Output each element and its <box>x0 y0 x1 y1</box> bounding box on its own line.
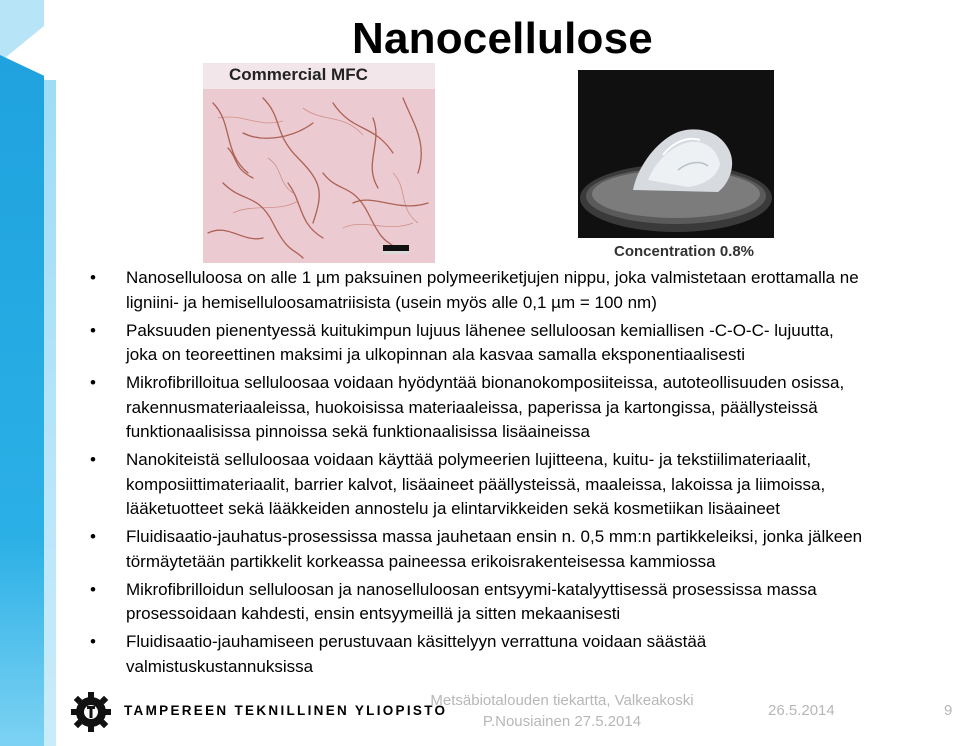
accent-corner-shape <box>0 0 44 62</box>
bullet-marker: • <box>90 373 96 392</box>
tut-gear-logo-icon <box>66 690 116 734</box>
footer-event-line: Metsäbiotalouden tiekartta, Valkeakoski <box>430 692 694 709</box>
list-item <box>90 525 960 574</box>
list-item <box>90 266 960 315</box>
bullet-marker: • <box>90 268 96 287</box>
bullet-text: Mikrofibrilloitua selluloosaa voidaan hyödyntää bionanokomposiiteissa, autoteollisuuden osissa, rakennusmateriaaleissa, huokoisissa materiaaleissa, paperissa ja kartongissa, päällysteissä funktionaalisissa pinnoissa sekä funktionaalisissa lisäaineissa <box>126 373 845 441</box>
bullet-text: Fluidisaatio-jauhamiseen perustuvaan käsittelyyn verrattuna voidaan säästää valmistuskustannuksissa <box>126 632 707 676</box>
bullet-marker: • <box>90 450 96 469</box>
institution-name: TAMPEREEN TEKNILLINEN YLIOPISTO <box>124 703 448 718</box>
list-item <box>90 578 960 627</box>
footer-date: 26.5.2014 <box>768 702 835 719</box>
bullet-text: Paksuuden pienentyessä kuitukimpun lujuus lähenee selluloosan kemiallisen -C-O-C- lujuutta, joka on teoreettinen maksimi ja ulkopinnan ala kasvaa samalla eksponentiaalisesti <box>126 320 834 364</box>
petri-dish-graphic <box>578 70 774 266</box>
list-item <box>90 630 960 679</box>
bullet-list <box>90 266 960 683</box>
bullet-text: Nanoselluloosa on alle 1 µm paksuinen polymeeriketjujen nippu, joka valmistetaan erottamalla ne ligniini- ja hemiselluloosamatriisista (usein myös alle 0,1 µm = 100 nm) <box>126 268 859 312</box>
left-accent-stripe <box>44 80 56 746</box>
bullet-marker: • <box>90 320 96 340</box>
footer-center-text <box>402 690 722 732</box>
fiber-micrograph-graphic <box>203 63 435 263</box>
footer-author-line: P.Nousiainen 27.5.2014 <box>482 713 642 730</box>
bullet-text: Mikrofibrilloidun selluloosan ja nanoselluloosan entsyymi-katalyyttisessä prosessissa massa prosessoidaan kahdesti, ensin entsyymeillä ja sitten mekaanisesti <box>126 579 817 623</box>
list-item <box>90 448 960 522</box>
slide-title: Nanocellulose <box>352 14 653 63</box>
bullet-marker: • <box>90 579 96 599</box>
list-item <box>90 371 960 445</box>
left-accent-bar <box>0 55 44 746</box>
bullet-marker: • <box>90 632 96 651</box>
page-number: 9 <box>944 702 953 719</box>
concentration-caption: Concentration 0.8% <box>614 243 755 260</box>
mfc-image-caption: Commercial MFC <box>229 65 368 84</box>
bullet-marker: • <box>90 527 96 546</box>
bullet-text: Nanokiteistä selluloosaa voidaan käyttää polymeerien lujitteena, kuitu- ja tekstiilimateriaalit, komposiittimateriaalit, barrier kalvot, lisäaineet päällysteissä, maaleissa, lakoissa ja liimoissa, lääketuotteet sekä lääkkeiden annostelu ja elintarvikkeiden sekä kosmetiikan lisäaineet <box>126 450 826 518</box>
list-item <box>90 319 960 368</box>
mfc-micrograph-image <box>203 63 435 263</box>
bullet-text: Fluidisaatio-jauhatus-prosessissa massa jauhetaan ensin n. 0,5 mm:n partikkeleiksi, jonka jälkeen törmäytetään partikkelit korkeassa paineessa erikoisrakenteisessa kammiossa <box>126 527 863 571</box>
nanocellulose-gel-image <box>578 70 774 266</box>
